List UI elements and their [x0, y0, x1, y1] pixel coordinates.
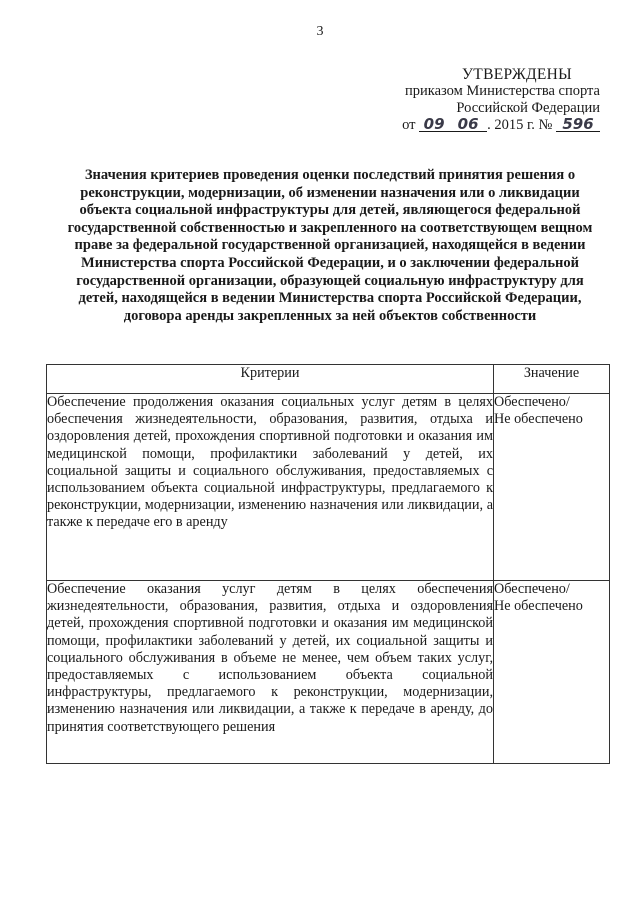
order-number-handwritten: 596 — [556, 117, 600, 132]
value-option-not-provided: Не обеспечено — [494, 411, 583, 428]
header-value: Значение — [494, 365, 610, 394]
value-option-provided: Обеспечено/ — [494, 394, 570, 410]
approval-title: УТВЕРЖДЕНЫ — [462, 66, 572, 83]
value-cell — [494, 581, 610, 764]
criteria-table — [46, 364, 610, 764]
order-prefix: от — [402, 117, 416, 133]
criteria-cell: Обеспечение продолжения оказания социальных услуг детям в целях обеспечения жизнедеятельности, образования, развития, отдыха и оздоровления детей, прохождения спортивной подготовки и оказания им медицинской помощи, профилактики заболеваний у детей, их социальной защиты и социального обслуживания, предоставляемых с использованием объекта социальной инфраструктуры, предлагаемого к реконструкции, модернизации, изменению назначения или ликвидации, а также к передаче его в аренду — [47, 394, 494, 581]
order-year-text: . 2015 г. № — [487, 117, 553, 133]
value-option-not-provided: Не обеспечено — [494, 598, 583, 615]
order-month-handwritten: 06 — [449, 117, 487, 132]
value-cell — [494, 394, 610, 581]
criteria-cell: Обеспечение оказания услуг детям в целях обеспечения жизнедеятельности, образования, развития, отдыха и оздоровления детей, прохождения спортивной подготовки и оказания им медицинской помощи, профилактики заболеваний у детей, их социальной защиты и социального обслуживания в объеме не менее, чем объем таких услуг, предоставляемых с использованием объекта социальной инфраструктуры, предлагаемого к реконструкции, модернизации, изменению назначения или ликвидации, а также к передаче в аренду, до принятия соответствующего решения — [47, 581, 494, 764]
table-row — [47, 394, 610, 581]
approval-block — [340, 66, 600, 134]
approval-line-ministry: приказом Министерства спорта — [404, 83, 600, 99]
page-number: 3 — [316, 24, 324, 39]
table-row — [47, 581, 610, 764]
order-date-line — [340, 117, 600, 134]
value-option-provided: Обеспечено/ — [494, 581, 570, 597]
document-title: Значения критериев проведения оценки последствий принятия решения о реконструкции, модернизации, об изменении назначения или о ликвидации объекта социальной инфраструктуры для детей, являющегося федеральной государственной собственностью и закрепленного на соответствующем вещном праве за федеральной государственной организацией, находящейся в ведении Министерства спорта Российской Федерации, и о заключении федеральной государственной организации, образующей социальную инфраструктуру для детей, находящейся в ведении Министерства спорта Российской Федерации, договора аренды закрепленных за ней объектов собственности — [67, 167, 593, 324]
header-criteria: Критерии — [47, 365, 494, 394]
table-header-row — [47, 365, 610, 394]
order-day-handwritten: 09 — [419, 117, 449, 132]
approval-line-federation: Российской Федерации — [456, 100, 600, 116]
